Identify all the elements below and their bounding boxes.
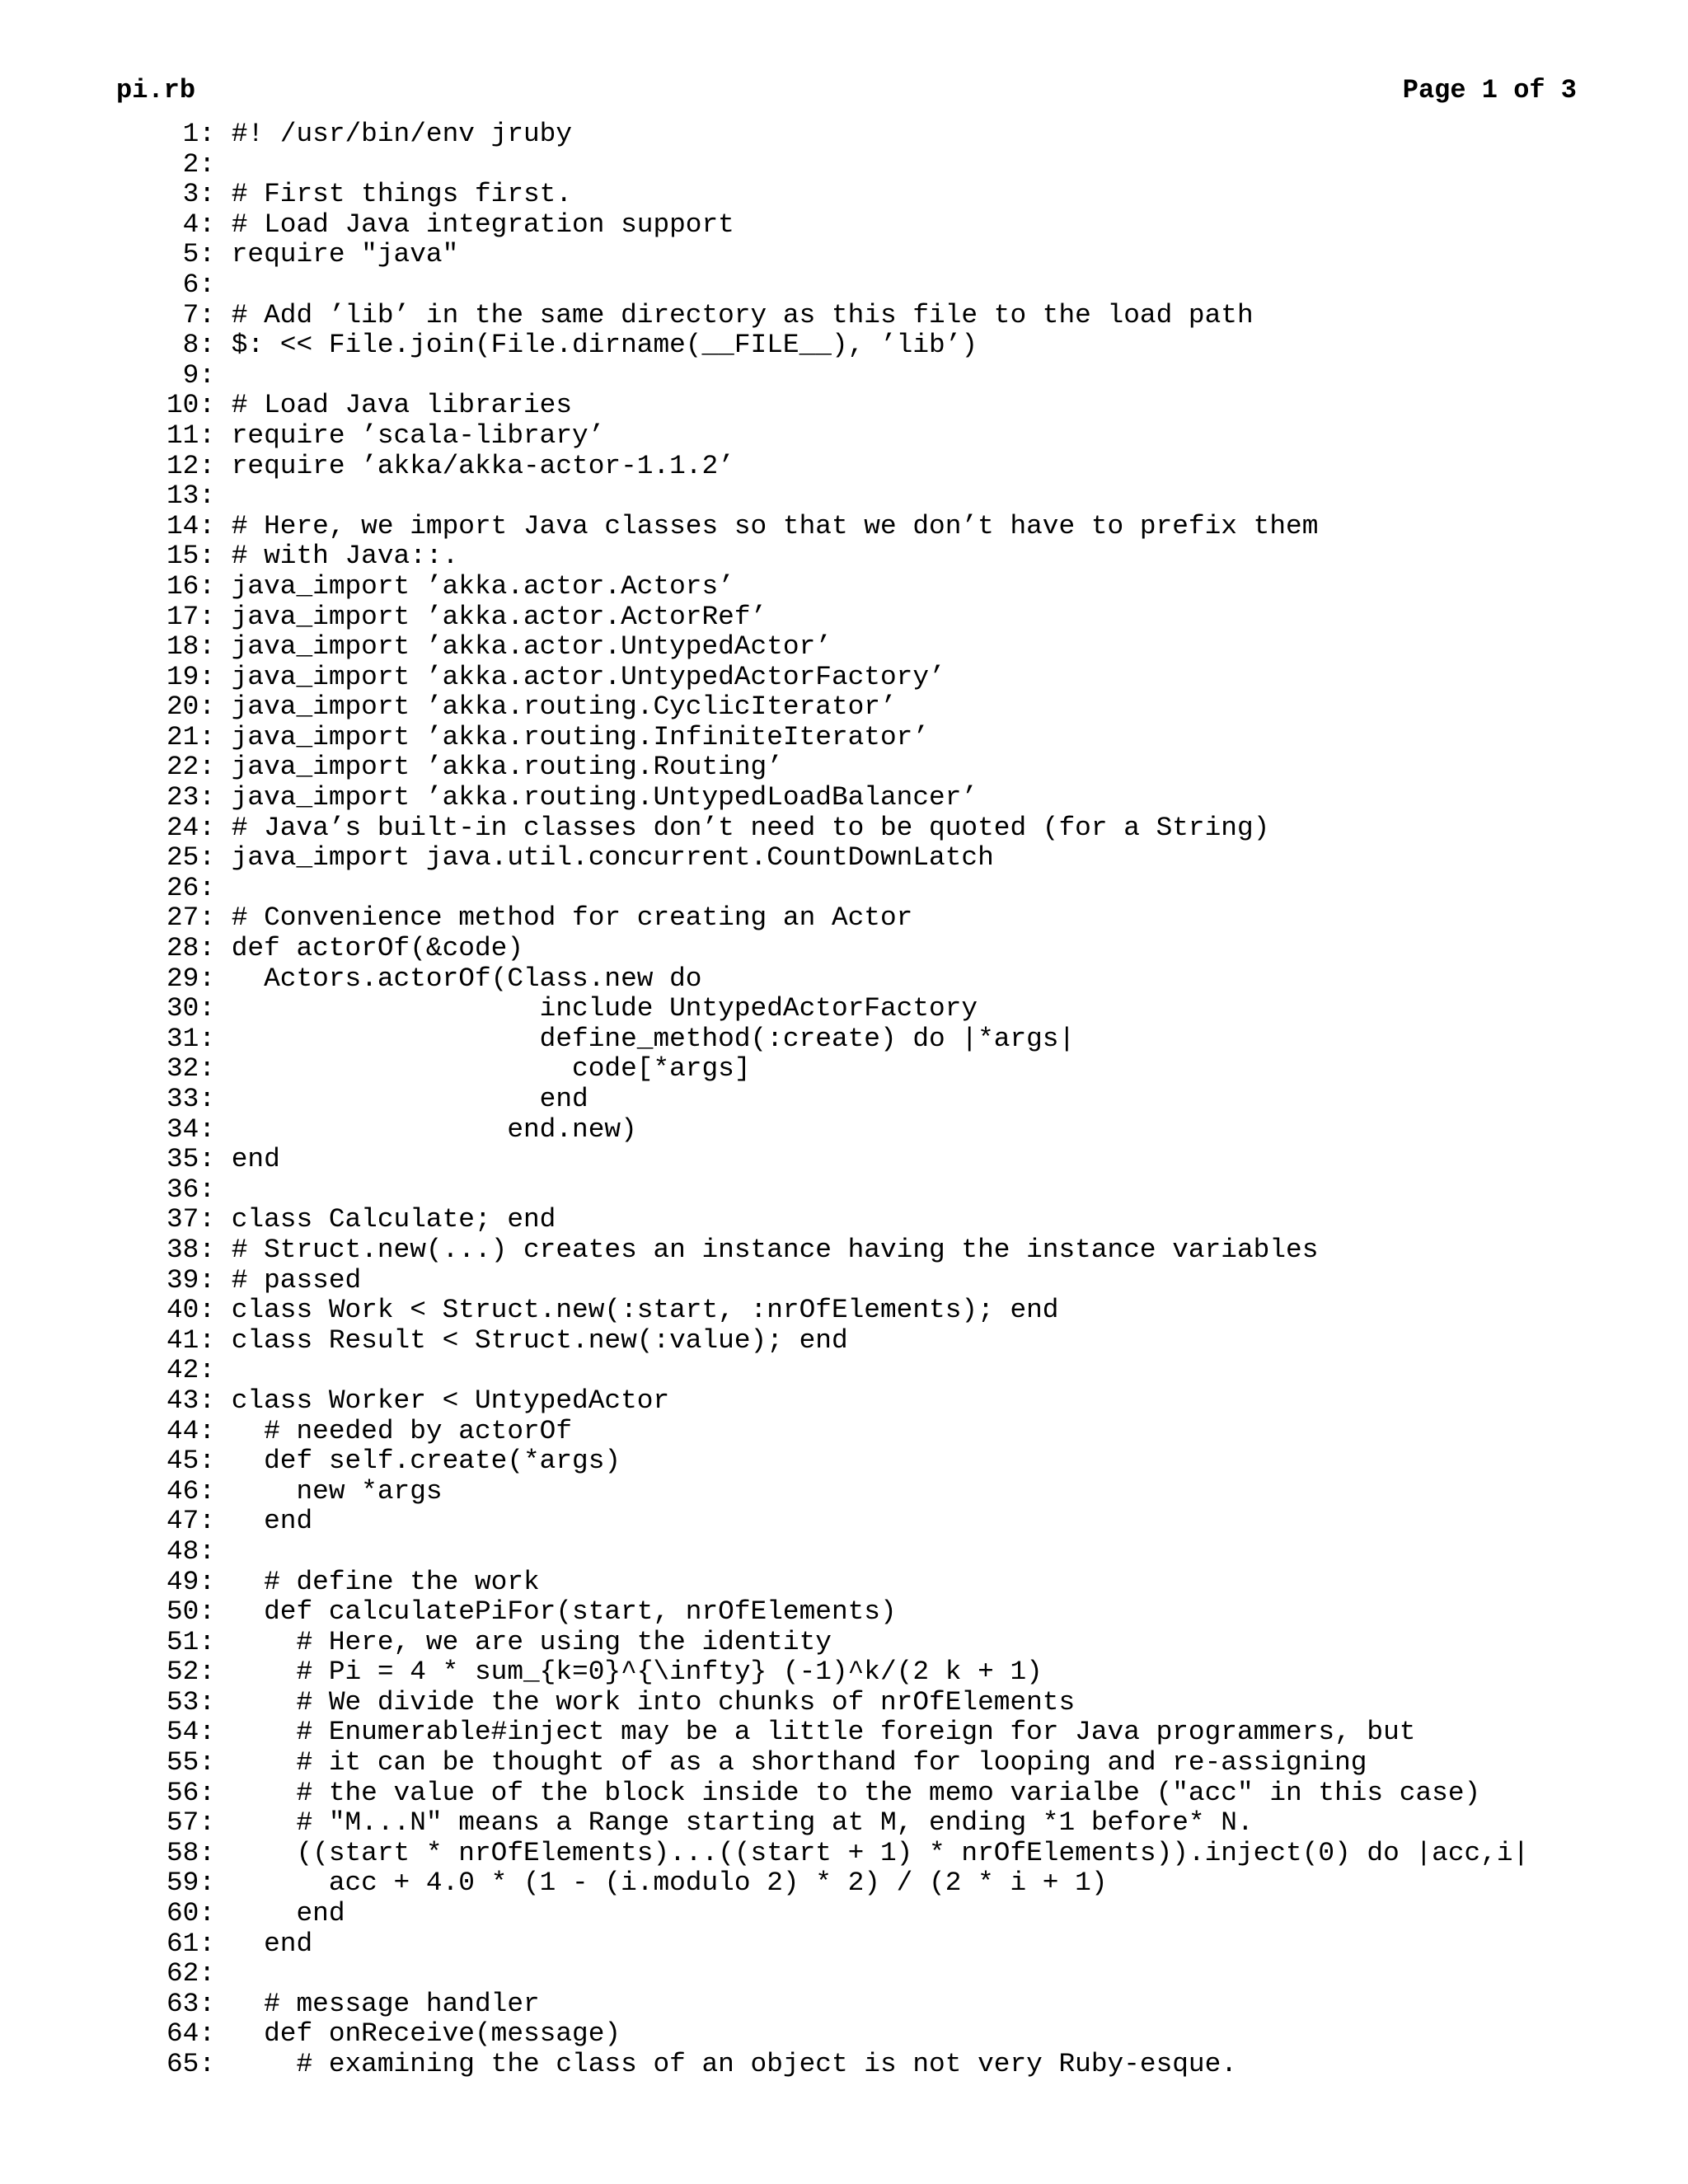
line-number: 39:: [166, 1264, 216, 1296]
line-number: 22:: [166, 752, 216, 783]
code-line: [166, 270, 1529, 301]
line-text: # Java’s built-in classes don’t need to be quoted (for a String): [231, 812, 1270, 843]
line-number: 36:: [166, 1174, 216, 1205]
line-number: 2:: [166, 148, 216, 180]
line-number: 5:: [166, 239, 216, 270]
line-number: 61:: [166, 1928, 216, 1959]
code-line: [166, 1085, 1529, 1115]
line-number: 4:: [166, 209, 216, 240]
line-text: end: [231, 1506, 313, 1537]
line-number: 50:: [166, 1596, 216, 1628]
line-number: 31:: [166, 1023, 216, 1054]
line-number: 49:: [166, 1566, 216, 1597]
line-number: 65:: [166, 2049, 216, 2079]
line-text: # message handler: [231, 1988, 540, 2019]
line-number: 25:: [166, 842, 216, 874]
file-name: pi.rb: [116, 75, 196, 105]
line-text: # with Java::.: [231, 541, 459, 572]
line-text: def calculatePiFor(start, nrOfElements): [231, 1596, 897, 1628]
code-line: [166, 1024, 1529, 1055]
line-number: 9:: [166, 359, 216, 391]
line-text: class Work < Struct.new(:start, :nrOfElements); end: [231, 1295, 1059, 1326]
code-line: [166, 1657, 1529, 1688]
code-line: [166, 1808, 1529, 1839]
code-line: [166, 240, 1529, 270]
line-number: 23:: [166, 782, 216, 813]
line-number: 12:: [166, 450, 216, 481]
code-line: [166, 934, 1529, 964]
code-line: [166, 1266, 1529, 1296]
page-number: Page 1 of 3: [1402, 75, 1577, 105]
code-line: [166, 752, 1529, 783]
code-line: [166, 903, 1529, 934]
line-number: 63:: [166, 1988, 216, 2019]
code-line: [166, 1417, 1529, 1447]
line-number: 10:: [166, 390, 216, 421]
line-number: 18:: [166, 631, 216, 663]
line-text: require "java": [231, 239, 459, 270]
code-line: [166, 1568, 1529, 1598]
line-text: end: [231, 1084, 588, 1114]
line-text: # passed: [231, 1264, 362, 1296]
line-number: 55:: [166, 1747, 216, 1779]
code-line: [166, 843, 1529, 874]
line-text: end: [231, 1144, 280, 1175]
line-number: 44:: [166, 1415, 216, 1446]
line-text: # the value of the block inside to the memo varialbe ("acc" in this case): [231, 1777, 1481, 1808]
code-line: [166, 2050, 1529, 2080]
line-text: # it can be thought of as a shorthand for looping and re-assigning: [231, 1747, 1367, 1779]
code-line: [166, 1356, 1529, 1386]
line-number: 21:: [166, 721, 216, 752]
code-line: [166, 572, 1529, 602]
code-line: [166, 663, 1529, 693]
code-line: [166, 1054, 1529, 1085]
line-number: 13:: [166, 480, 216, 512]
code-line: [166, 874, 1529, 904]
line-number: 19:: [166, 661, 216, 692]
line-number: 45:: [166, 1446, 216, 1477]
code-line: [166, 180, 1529, 210]
code-line: [166, 602, 1529, 633]
line-number: 33:: [166, 1084, 216, 1114]
code-line: [166, 541, 1529, 572]
line-number: 58:: [166, 1837, 216, 1868]
code-line: [166, 330, 1529, 361]
line-text: java_import ’akka.routing.UntypedLoadBalancer’: [231, 782, 978, 813]
code-line: [166, 632, 1529, 663]
line-number: 16:: [166, 570, 216, 602]
line-text: #! /usr/bin/env jruby: [231, 119, 573, 149]
line-number: 14:: [166, 510, 216, 541]
line-text: end: [231, 1898, 345, 1929]
code-line: [166, 1477, 1529, 1507]
code-line: [166, 1597, 1529, 1628]
line-number: 38:: [166, 1234, 216, 1265]
code-line: [166, 994, 1529, 1024]
code-line: [166, 1175, 1529, 1206]
code-line: [166, 1959, 1529, 1990]
line-text: # Pi = 4 * sum_{k=0}^{\infty} (-1)^k/(2 k + 1): [231, 1657, 1043, 1688]
code-line: [166, 1115, 1529, 1146]
code-line: [166, 210, 1529, 241]
line-text: # We divide the work into chunks of nrOfElements: [231, 1686, 1076, 1718]
code-line: [166, 1296, 1529, 1326]
line-number: 43:: [166, 1385, 216, 1416]
code-line: [166, 723, 1529, 753]
line-number: 37:: [166, 1204, 216, 1235]
line-text: java_import ’akka.actor.Actors’: [231, 570, 734, 602]
code-listing: [166, 120, 1529, 2080]
line-text: # First things first.: [231, 179, 573, 210]
code-line: [166, 1688, 1529, 1718]
code-line: [166, 481, 1529, 512]
code-line: [166, 421, 1529, 452]
line-number: 24:: [166, 812, 216, 843]
line-number: 6:: [166, 269, 216, 300]
line-number: 53:: [166, 1686, 216, 1718]
line-number: 26:: [166, 872, 216, 903]
code-line: [166, 813, 1529, 844]
line-text: # needed by actorOf: [231, 1415, 573, 1446]
line-number: 32:: [166, 1053, 216, 1085]
code-line: [166, 692, 1529, 723]
line-text: new *args: [231, 1475, 443, 1507]
code-line: [166, 1748, 1529, 1779]
line-text: code[*args]: [231, 1053, 751, 1085]
line-number: 7:: [166, 299, 216, 330]
line-number: 48:: [166, 1535, 216, 1567]
code-line: [166, 1145, 1529, 1175]
code-line: [166, 1628, 1529, 1658]
line-text: # examining the class of an object is not very Ruby-esque.: [231, 2049, 1237, 2079]
line-text: # Here, we import Java classes so that we don’t have to prefix them: [231, 510, 1319, 541]
code-line: [166, 964, 1529, 995]
line-number: 64:: [166, 2018, 216, 2050]
line-number: 42:: [166, 1355, 216, 1386]
line-number: 51:: [166, 1626, 216, 1657]
code-line: [166, 1718, 1529, 1748]
line-number: 29:: [166, 963, 216, 994]
code-line: [166, 301, 1529, 331]
line-text: java_import ’akka.actor.UntypedActorFactory’: [231, 661, 945, 692]
code-line: [166, 1899, 1529, 1929]
code-line: [166, 1929, 1529, 1960]
code-line: [166, 1205, 1529, 1235]
line-text: $: << File.join(File.dirname(__FILE__), ’lib’): [231, 330, 978, 361]
line-number: 27:: [166, 902, 216, 934]
line-number: 15:: [166, 541, 216, 572]
line-text: ((start * nrOfElements)...((start + 1) * nrOfElements)).inject(0) do |acc,i|: [231, 1837, 1530, 1868]
line-text: # Add ’lib’ in the same directory as this file to the load path: [231, 299, 1254, 330]
line-text: end.new): [231, 1113, 637, 1145]
line-text: java_import ’akka.actor.UntypedActor’: [231, 631, 832, 663]
code-line: [166, 150, 1529, 180]
line-text: Actors.actorOf(Class.new do: [231, 963, 702, 994]
line-number: 52:: [166, 1657, 216, 1688]
line-text: # Convenience method for creating an Actor: [231, 902, 913, 934]
line-number: 57:: [166, 1807, 216, 1839]
line-text: # Load Java libraries: [231, 390, 573, 421]
code-line: [166, 361, 1529, 391]
line-number: 46:: [166, 1475, 216, 1507]
line-text: acc + 4.0 * (1 - (i.modulo 2) * 2) / (2 * i + 1): [231, 1868, 1108, 1899]
line-number: 41:: [166, 1324, 216, 1356]
line-number: 40:: [166, 1295, 216, 1326]
code-line: [166, 1446, 1529, 1477]
code-line: [166, 1537, 1529, 1568]
code-line: [166, 1326, 1529, 1357]
line-text: define_method(:create) do |*args|: [231, 1023, 1076, 1054]
line-text: require ’scala-library’: [231, 419, 605, 451]
line-text: def self.create(*args): [231, 1446, 621, 1477]
line-text: def onReceive(message): [231, 2018, 621, 2050]
code-line: [166, 391, 1529, 421]
line-number: 11:: [166, 419, 216, 451]
line-number: 35:: [166, 1144, 216, 1175]
code-line: [166, 783, 1529, 813]
line-number: 8:: [166, 330, 216, 361]
line-text: def actorOf(&code): [231, 933, 523, 964]
line-number: 20:: [166, 691, 216, 723]
line-text: java_import ’akka.actor.ActorRef’: [231, 601, 767, 632]
line-text: # Struct.new(...) creates an instance having the instance variables: [231, 1234, 1319, 1265]
code-line: [166, 1990, 1529, 2020]
line-number: 59:: [166, 1868, 216, 1899]
code-line: [166, 1779, 1529, 1809]
code-line: [166, 1386, 1529, 1417]
line-number: 54:: [166, 1717, 216, 1748]
code-line: [166, 120, 1529, 150]
line-text: # Enumerable#inject may be a little foreign for Java programmers, but: [231, 1717, 1416, 1748]
line-number: 47:: [166, 1506, 216, 1537]
line-number: 3:: [166, 179, 216, 210]
line-number: 28:: [166, 933, 216, 964]
line-number: 34:: [166, 1113, 216, 1145]
line-text: java_import ’akka.routing.Routing’: [231, 752, 783, 783]
code-line: [166, 1839, 1529, 1869]
line-text: end: [231, 1928, 313, 1959]
code-line: [166, 1235, 1529, 1266]
page-header: [116, 73, 1577, 109]
line-text: require ’akka/akka-actor-1.1.2’: [231, 450, 734, 481]
line-text: class Calculate; end: [231, 1204, 556, 1235]
line-number: 17:: [166, 601, 216, 632]
line-text: # Here, we are using the identity: [231, 1626, 832, 1657]
line-text: # Load Java integration support: [231, 209, 734, 240]
line-text: class Worker < UntypedActor: [231, 1385, 670, 1416]
code-line: [166, 512, 1529, 542]
line-text: include UntypedActorFactory: [231, 993, 978, 1024]
line-text: java_import java.util.concurrent.CountDownLatch: [231, 842, 994, 874]
code-line: [166, 1868, 1529, 1899]
code-line: [166, 2019, 1529, 2050]
code-line: [166, 1507, 1529, 1537]
line-text: java_import ’akka.routing.CyclicIterator’: [231, 691, 897, 723]
line-number: 62:: [166, 1958, 216, 1990]
line-text: class Result < Struct.new(:value); end: [231, 1324, 848, 1356]
line-number: 56:: [166, 1777, 216, 1808]
line-number: 1:: [166, 119, 216, 149]
line-number: 30:: [166, 993, 216, 1024]
line-text: # "M...N" means a Range starting at M, ending *1 before* N.: [231, 1807, 1254, 1839]
line-text: java_import ’akka.routing.InfiniteIterator’: [231, 721, 930, 752]
code-line: [166, 452, 1529, 482]
line-text: # define the work: [231, 1566, 540, 1597]
line-number: 60:: [166, 1898, 216, 1929]
